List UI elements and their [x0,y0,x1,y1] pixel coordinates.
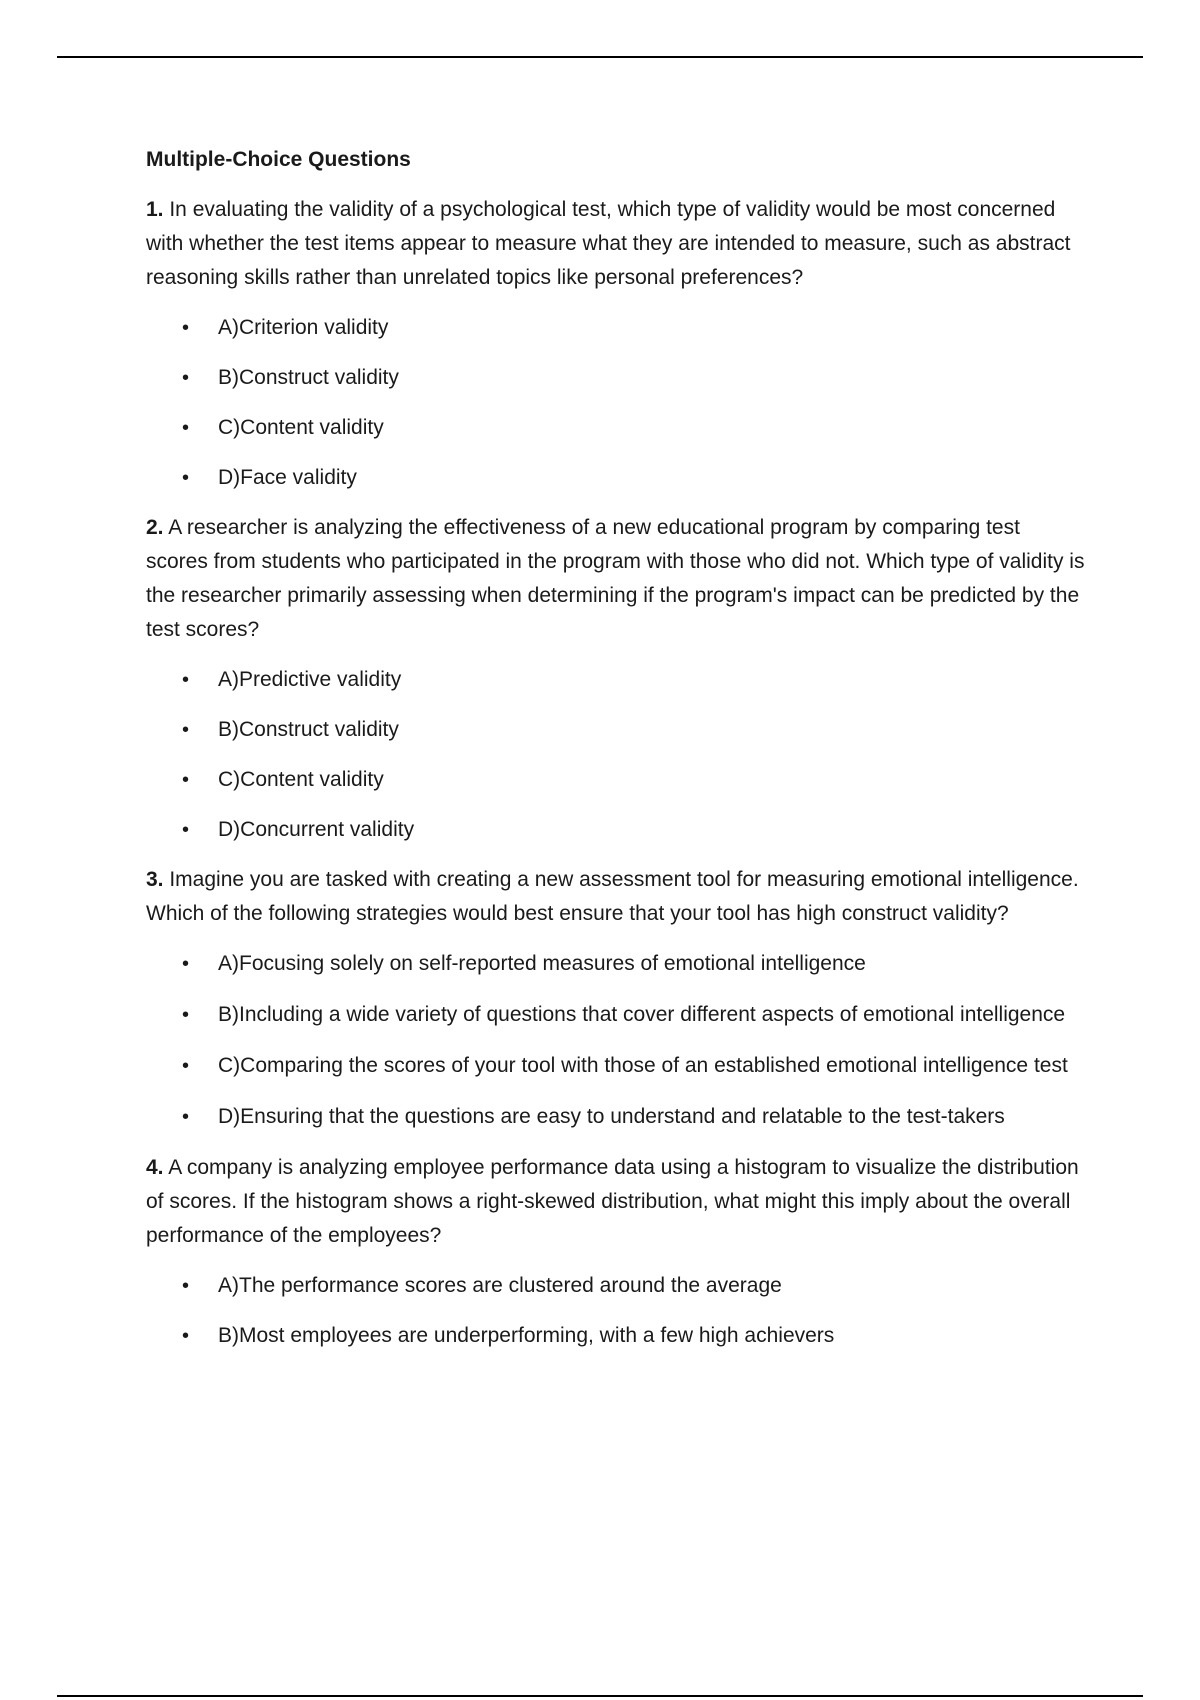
option-item [146,1319,1086,1353]
question-1 [146,193,1086,295]
bullet-icon: • [182,417,190,439]
option-text: B)Construct validity [218,366,399,389]
document-body [146,143,1086,1369]
option-text: D)Concurrent validity [218,818,415,841]
option-item [146,461,1086,495]
question-number: 2. [146,516,164,539]
option-item [146,663,1086,697]
bullet-icon: • [182,1055,190,1077]
option-text: A)Predictive validity [218,668,402,691]
bullet-icon: • [182,669,190,691]
option-item [146,361,1086,395]
question-text: Imagine you are tasked with creating a new assessment tool for measuring emotional intelligence. Which of the following strategies would best ensure that your tool has high construct validity? [146,868,1079,925]
option-item [146,998,1086,1032]
question-2 [146,511,1086,647]
bullet-icon: • [182,1004,190,1026]
bottom-rule [57,1695,1143,1697]
question-2-options [146,663,1086,847]
option-item [146,1049,1086,1083]
question-text: In evaluating the validity of a psychological test, which type of validity would be most concerned with whether the test items appear to measure what they are intended to measure, such as abstract reasoning skills rather than unrelated topics like personal preferences? [146,198,1071,289]
bullet-icon: • [182,819,190,841]
option-text: C)Content validity [218,768,384,791]
question-number: 3. [146,868,164,891]
option-text: C)Content validity [218,416,384,439]
question-text: A researcher is analyzing the effectiveness of a new educational program by comparing test scores from students who participated in the program with those who did not. Which type of validity is the researcher primarily assessing when determining if the program's impact can be predicted by the test scores? [146,516,1085,641]
option-text: B)Including a wide variety of questions that cover different aspects of emotional intelligence [218,1003,1066,1026]
question-4-options [146,1269,1086,1353]
section-heading: Multiple-Choice Questions [146,148,411,171]
question-3 [146,863,1086,931]
option-item [146,947,1086,981]
option-text: D)Ensuring that the questions are easy to understand and relatable to the test-takers [218,1105,1005,1128]
option-item [146,1100,1086,1134]
bullet-icon: • [182,953,190,975]
option-item [146,311,1086,345]
bullet-icon: • [182,467,190,489]
option-item [146,411,1086,445]
bullet-icon: • [182,1106,190,1128]
option-text: B)Construct validity [218,718,399,741]
bullet-icon: • [182,769,190,791]
option-text: B)Most employees are underperforming, with a few high achievers [218,1324,835,1347]
bullet-icon: • [182,317,190,339]
top-rule [57,56,1143,58]
bullet-icon: • [182,719,190,741]
option-text: C)Comparing the scores of your tool with those of an established emotional intelligence test [218,1054,1068,1077]
option-text: D)Face validity [218,466,357,489]
option-item [146,763,1086,797]
option-item [146,1269,1086,1303]
option-item [146,813,1086,847]
question-3-options [146,947,1086,1134]
bullet-icon: • [182,1275,190,1297]
option-item [146,713,1086,747]
question-number: 1. [146,198,164,221]
bullet-icon: • [182,1325,190,1347]
question-1-options [146,311,1086,495]
bullet-icon: • [182,367,190,389]
option-text: A)The performance scores are clustered around the average [218,1274,782,1297]
question-4 [146,1151,1086,1253]
question-text: A company is analyzing employee performance data using a histogram to visualize the distribution of scores. If the histogram shows a right-skewed distribution, what might this imply about the overall performance of the employees? [146,1156,1079,1247]
option-text: A)Focusing solely on self-reported measures of emotional intelligence [218,952,866,975]
question-number: 4. [146,1156,164,1179]
option-text: A)Criterion validity [218,316,389,339]
